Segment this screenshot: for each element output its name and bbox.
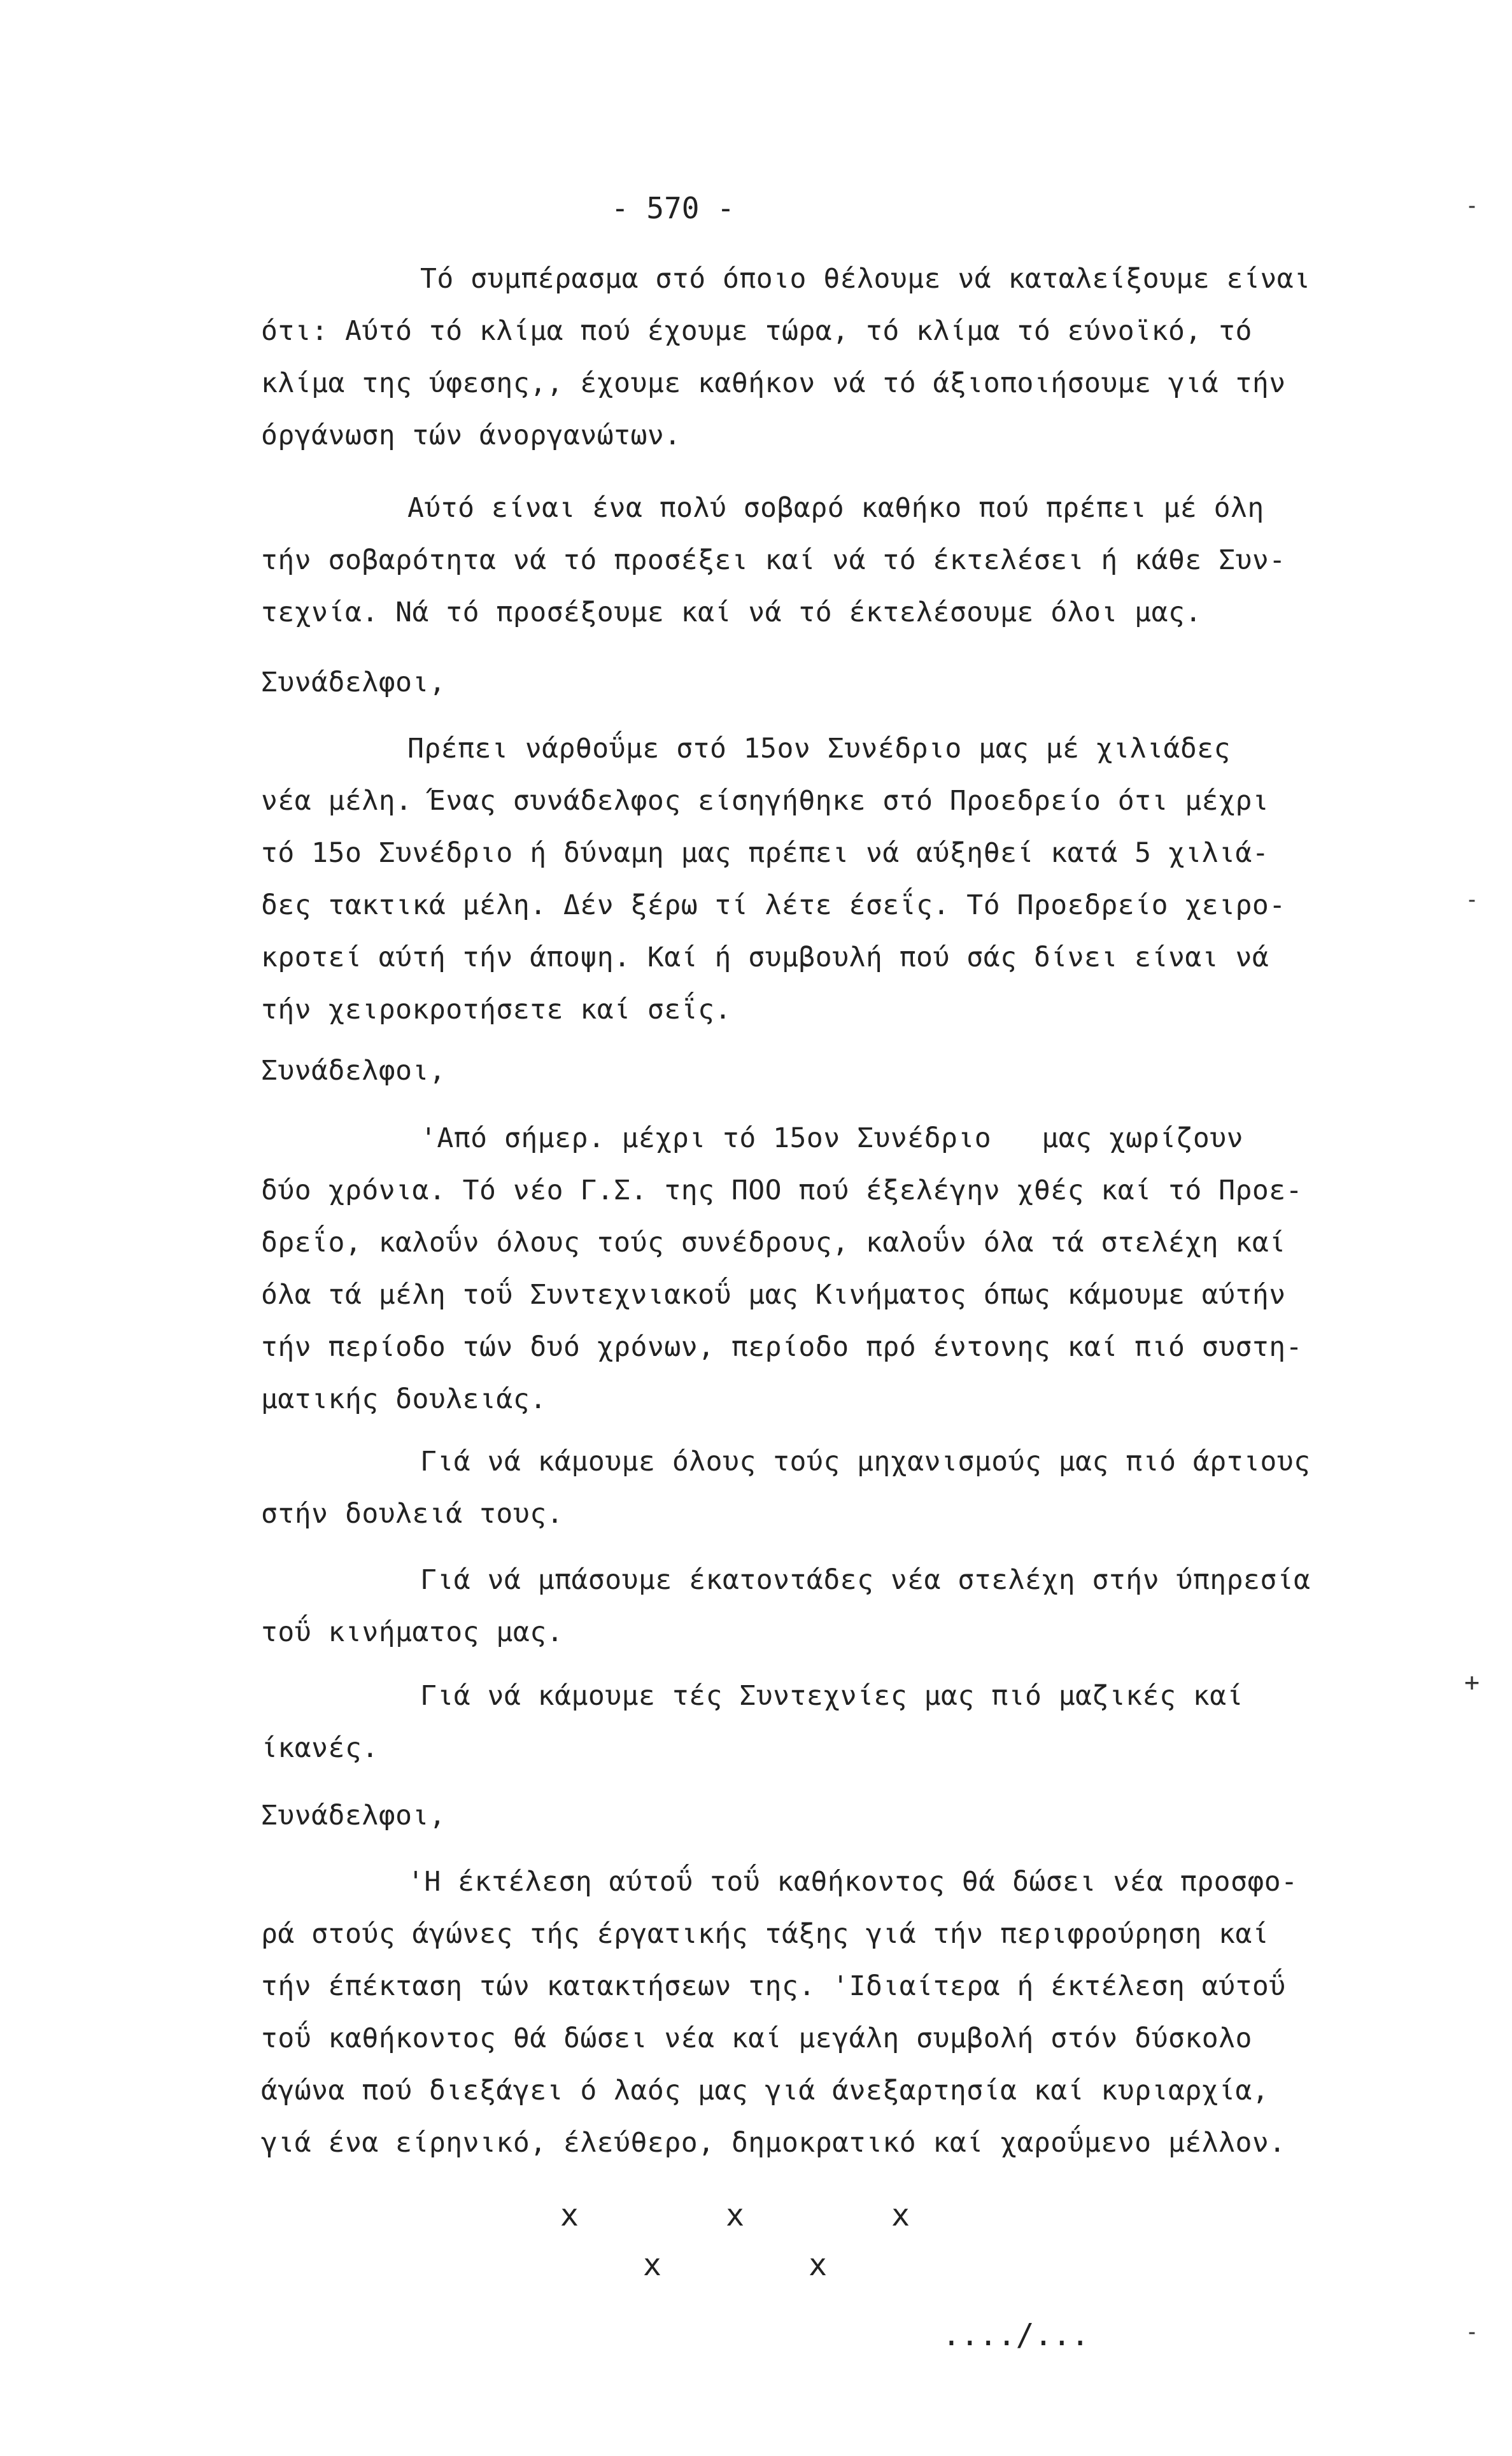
- paragraph-1-line-4: όργάνωση τών άνοργανώτων.: [261, 420, 681, 451]
- paragraph-4-line-4: όλα τά μέλη τοΰ Συντεχνιακοΰ μας Κινήματος όπως κάμουμε αύτήν: [261, 1279, 1286, 1311]
- paragraph-3-line-5: κροτεί αύτή τήν άποψη. Καί ή συμβουλή πού σάς δίνει είναι νά: [261, 942, 1269, 973]
- paragraph-8-line-1: 'Η έκτέλεση αύτοΰ τοΰ καθήκοντος θά δώσει νέα προσφο-: [407, 1866, 1298, 1898]
- paragraph-8-line-2: ρά στούς άγώνες τής έργατικής τάξης γιά τήν περιφρούρηση καί: [261, 1918, 1269, 1950]
- paragraph-2-line-3: τεχνία. Νά τό προσέξουμε καί νά τό έκτελέσουμε όλοι μας.: [261, 596, 1202, 628]
- scan-edge-mark-middle: ˗: [1464, 885, 1480, 914]
- paragraph-8-line-3: τήν έπέκταση τών κατακτήσεων της. 'Ιδιαίτερα ή έκτέλεση αύτοΰ: [261, 1970, 1286, 2002]
- paragraph-4-line-6: ματικής δουλειάς.: [261, 1383, 547, 1415]
- paragraph-1-line-3: κλίμα της ύφεσης,, έχουμε καθήκον νά τό άξιοποιήσουμε γιά τήν: [261, 367, 1286, 399]
- paragraph-5-line-2: στήν δουλειά τους.: [261, 1498, 563, 1530]
- scan-edge-mark-bottom: ˗: [1464, 2317, 1480, 2347]
- salutation-3: Συνάδελφοι,: [261, 1800, 446, 1831]
- paragraph-7-line-2: ίκανές.: [261, 1732, 379, 1764]
- salutation-1: Συνάδελφοι,: [261, 667, 446, 698]
- paragraph-8-line-5: άγώνα πού διεξάγει ό λαός μας γιά άνεξαρτησία καί κυριαρχία,: [261, 2075, 1269, 2107]
- separator-row-1: x x x: [560, 2198, 910, 2233]
- paragraph-4-line-1: 'Από σήμερ. μέχρι τό 15ον Συνέδριο μας χωρίζουν: [420, 1122, 1244, 1154]
- paragraph-8-line-6: γιά ένα είρηνικό, έλεύθερο, δημοκρατικό καί χαροΰμενο μέλλον.: [261, 2127, 1286, 2159]
- paragraph-4-line-2: δύο χρόνια. Τό νέο Γ.Σ. της ΠΟΟ πού έξελέγην χθές καί τό Προε-: [261, 1175, 1303, 1206]
- paragraph-7-line-1: Γιά νά κάμουμε τές Συντεχνίες μας πιό μαζικές καί: [420, 1680, 1244, 1712]
- continuation-marker: ..../...: [942, 2317, 1090, 2353]
- salutation-2: Συνάδελφοι,: [261, 1055, 446, 1087]
- scan-edge-mark-top: ˗: [1464, 191, 1480, 220]
- paragraph-4-line-3: δρεΐο, καλοΰν όλους τούς συνέδρους, καλοΰν όλα τά στελέχη καί: [261, 1227, 1286, 1259]
- separator-row-2: x x: [643, 2247, 827, 2283]
- paragraph-3-line-3: τό 15ο Συνέδριο ή δύναμη μας πρέπει νά αύξηθεί κατά 5 χιλιά-: [261, 837, 1269, 869]
- paragraph-1-line-2: ότι: Αύτό τό κλίμα πού έχουμε τώρα, τό κλίμα τό εύνοϊκό, τό: [261, 315, 1252, 347]
- paragraph-5-line-1: Γιά νά κάμουμε όλους τούς μηχανισμούς μας πιό άρτιους: [420, 1446, 1311, 1478]
- paragraph-2-line-1: Αύτό είναι ένα πολύ σοβαρό καθήκο πού πρέπει μέ όλη: [407, 492, 1264, 524]
- paragraph-2-line-2: τήν σοβαρότητα νά τό προσέξει καί νά τό έκτελέσει ή κάθε Συν-: [261, 544, 1286, 576]
- paragraph-6-line-1: Γιά νά μπάσουμε έκατοντάδες νέα στελέχη στήν ύπηρεσία: [420, 1564, 1311, 1596]
- paragraph-3-line-6: τήν χειροκροτήσετε καί σεΐς.: [261, 994, 731, 1026]
- paragraph-3-line-2: νέα μέλη. Ένας συνάδελφος είσηγήθηκε στό Προεδρείο ότι μέχρι: [261, 785, 1269, 817]
- page-number: - 570 -: [611, 191, 735, 225]
- scan-edge-mark-plus: +: [1464, 1668, 1480, 1697]
- paragraph-6-line-2: τοΰ κινήματος μας.: [261, 1616, 563, 1648]
- paragraph-3-line-4: δες τακτικά μέλη. Δέν ξέρω τί λέτε έσεΐς. Τό Προεδρείο χειρο-: [261, 889, 1286, 921]
- paragraph-3-line-1: Πρέπει νάρθοΰμε στό 15ον Συνέδριο μας μέ χιλιάδες: [407, 733, 1231, 765]
- paragraph-8-line-4: τοΰ καθήκοντος θά δώσει νέα καί μεγάλη συμβολή στόν δύσκολο: [261, 2022, 1252, 2054]
- paragraph-4-line-5: τήν περίοδο τών δυό χρόνων, περίοδο πρό έντονης καί πιό συστη-: [261, 1331, 1303, 1363]
- paragraph-1-line-1: Τό συμπέρασμα στό όποιο θέλουμε νά καταλείξουμε είναι: [420, 263, 1311, 295]
